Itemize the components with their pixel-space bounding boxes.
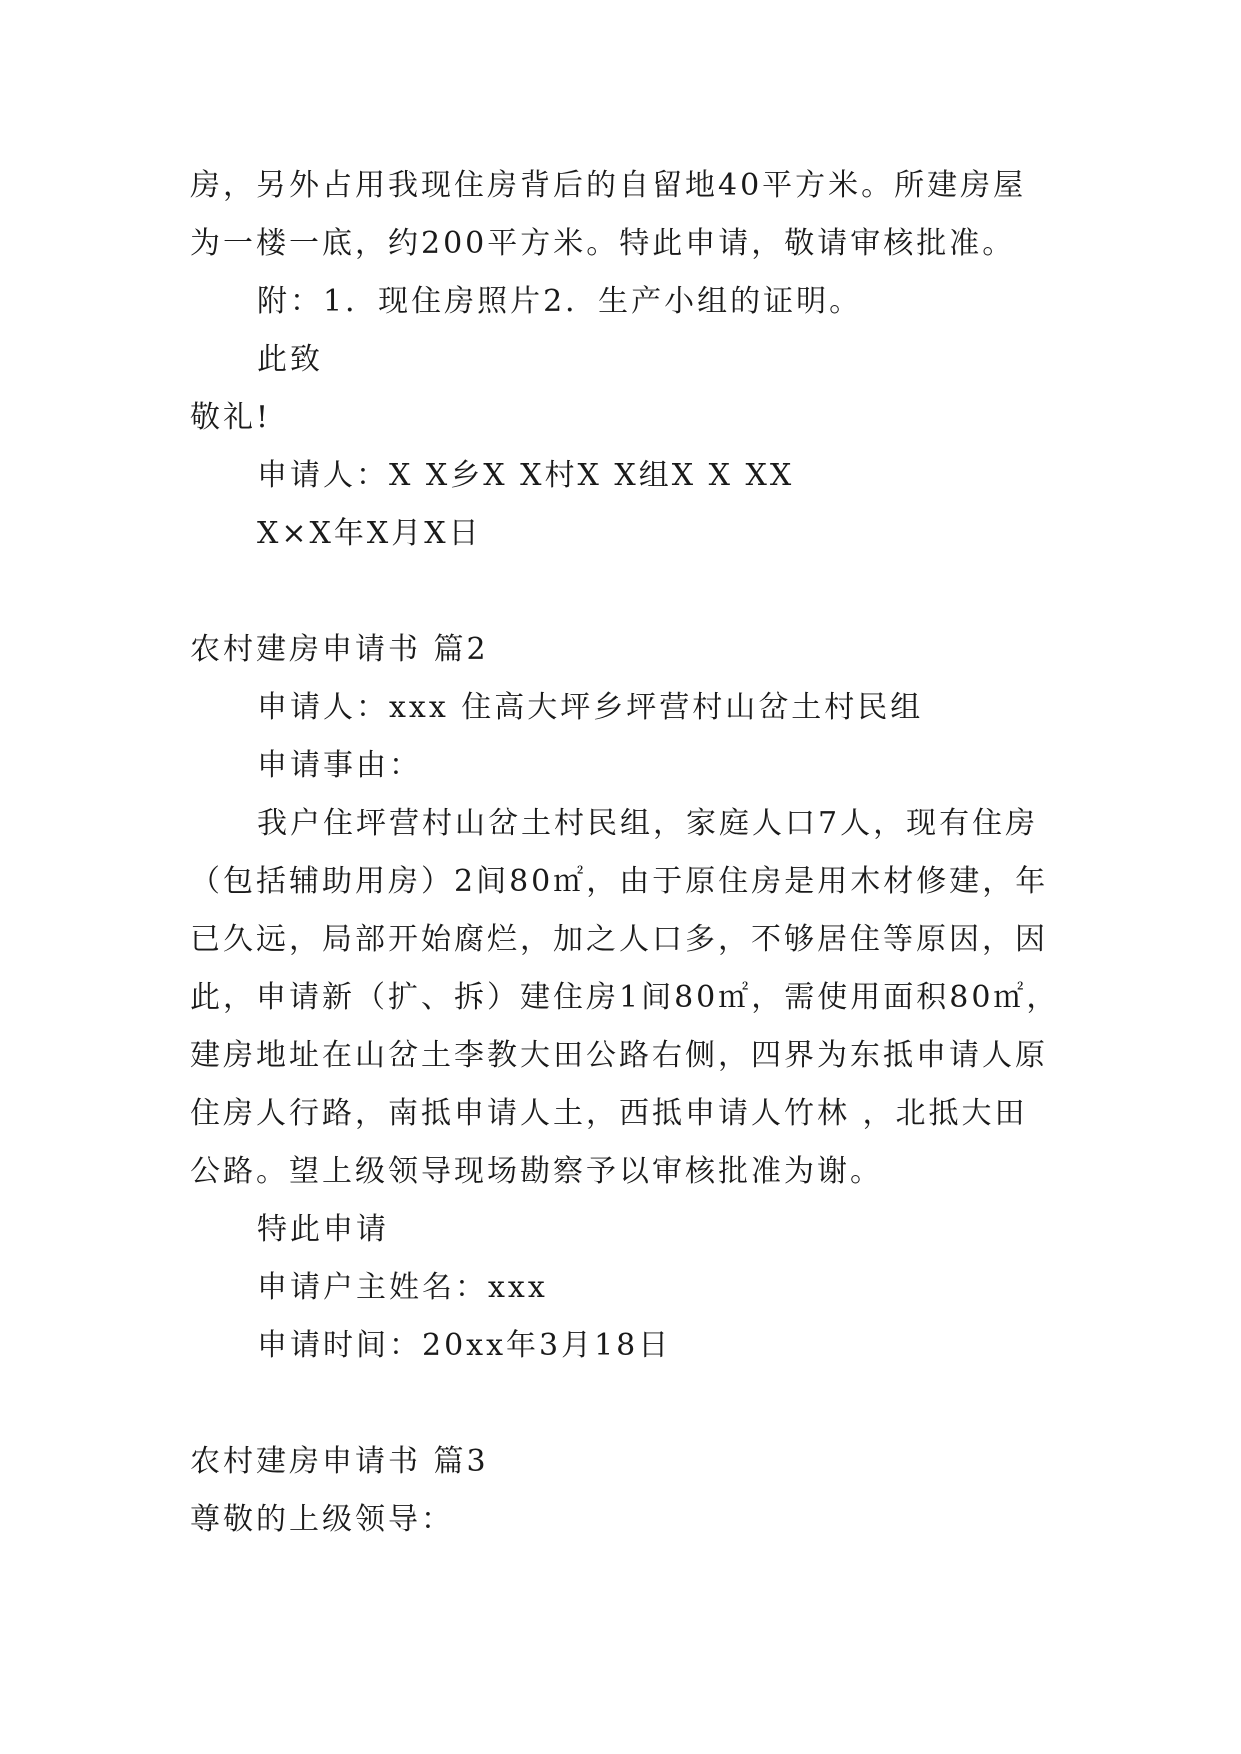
paragraph-line: 为一楼一底，约200平方米。特此申请，敬请审核批准。 bbox=[190, 226, 1016, 261]
closing-line: 此致 bbox=[257, 342, 323, 377]
paragraph-line: 住房人行路，南抵申请人土，西抵申请人竹林 ，北抵大田 bbox=[190, 1096, 1028, 1131]
paragraph-line: 房，另外占用我现住房背后的自留地40平方米。所建房屋 bbox=[190, 168, 1027, 203]
section-heading: 农村建房申请书 篇2 bbox=[190, 632, 489, 667]
applicant-line: 申请人：xxx 住高大坪乡坪营村山岔土村民组 bbox=[257, 690, 924, 725]
paragraph-line: 此，申请新（扩、拆）建住房1间80㎡，需使用面积80㎡， bbox=[190, 980, 1060, 1015]
paragraph-line: 已久远，局部开始腐烂，加之人口多，不够居住等原因，因 bbox=[190, 922, 1048, 957]
paragraph-line: （包括辅助用房）2间80㎡，由于原住房是用木材修建，年 bbox=[190, 864, 1049, 899]
date-line: 申请时间：20xx年3月18日 bbox=[257, 1328, 672, 1363]
paragraph-line: 我户住坪营村山岔土村民组，家庭人口7人，现有住房 bbox=[257, 806, 1039, 841]
section-heading: 农村建房申请书 篇3 bbox=[190, 1444, 489, 1479]
paragraph-line: 公路。望上级领导现场勘察予以审核批准为谢。 bbox=[190, 1154, 883, 1189]
salutation-line: 敬礼! bbox=[190, 400, 272, 435]
salutation-line: 尊敬的上级领导： bbox=[190, 1502, 454, 1537]
date-line: X×X年X月X日 bbox=[257, 516, 482, 551]
closing-line: 特此申请 bbox=[257, 1212, 389, 1247]
applicant-line: 申请人：X X乡X X村X X组X X XX bbox=[257, 458, 795, 493]
reason-label: 申请事由： bbox=[257, 748, 422, 783]
applicant-name-line: 申请户主姓名：xxx bbox=[257, 1270, 548, 1305]
attachment-line: 附：1．现住房照片2．生产小组的证明。 bbox=[257, 284, 863, 319]
paragraph-line: 建房地址在山岔土李教大田公路右侧，四界为东抵申请人原 bbox=[190, 1038, 1048, 1073]
